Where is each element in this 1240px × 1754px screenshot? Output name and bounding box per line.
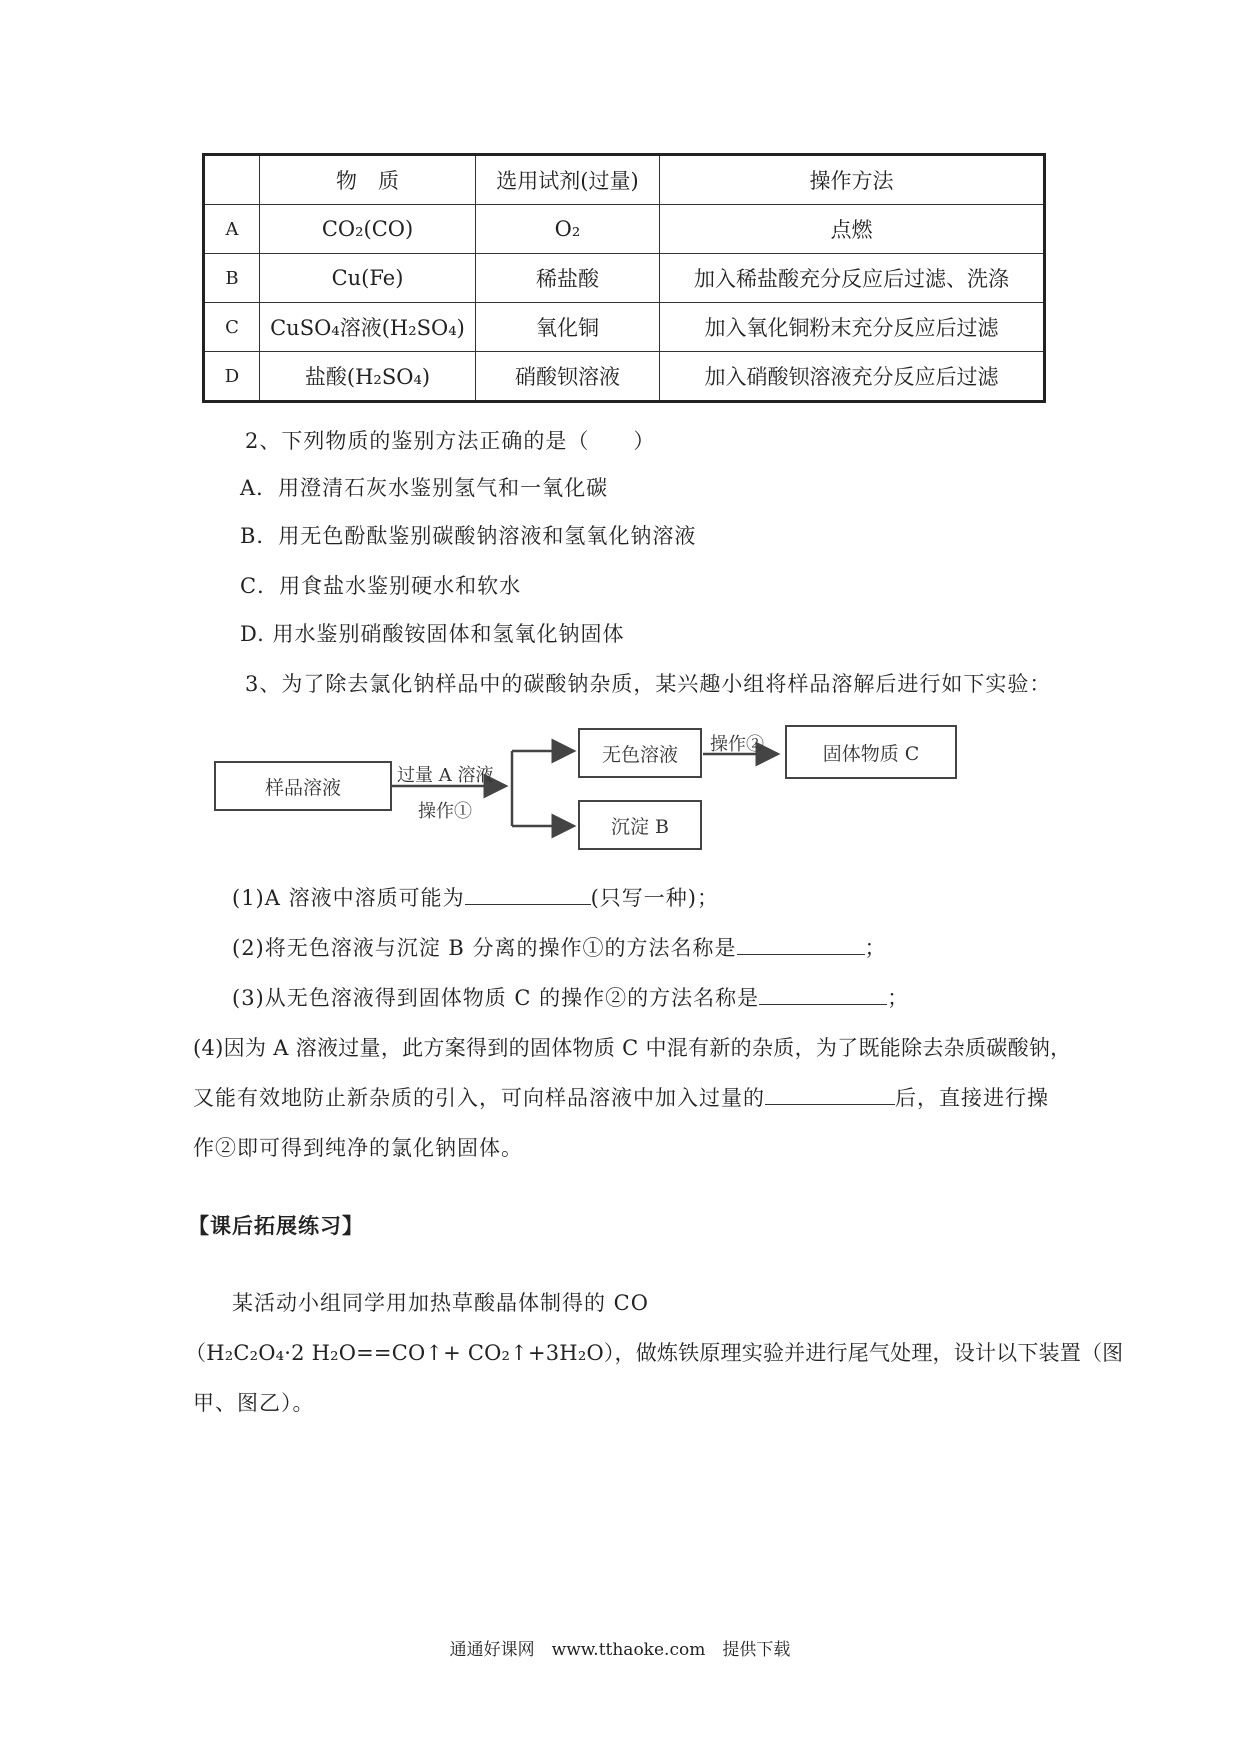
table-cell: 加入稀盐酸充分反应后过滤、洗涤 <box>660 254 1045 303</box>
table-row <box>204 205 1045 254</box>
arrow-1-bottom-label: 操作① <box>418 801 472 822</box>
sub-question-4-line-2 <box>193 1082 1049 1112</box>
table-header-cell: 选用试剂(过量) <box>476 155 660 205</box>
sub-question-1 <box>232 882 719 912</box>
table-cell: CO₂(CO) <box>260 205 476 254</box>
sub-question-3 <box>232 982 909 1012</box>
table-cell: C <box>204 303 260 352</box>
answer-blank-2[interactable] <box>737 932 865 955</box>
sub-question-2-text: (2)将无色溶液与沉淀 B 分离的操作①的方法名称是 <box>232 936 737 960</box>
table-cell: B <box>204 254 260 303</box>
table-row <box>204 352 1045 402</box>
sub-question-1-text: (1)A 溶液中溶质可能为 <box>232 886 465 910</box>
precipitate-b-box: 沉淀 B <box>578 800 702 850</box>
table-cell: O₂ <box>476 205 660 254</box>
question-3-stem: 3、为了除去氯化钠样品中的碳酸钠杂质，某兴趣小组将样品溶解后进行如下实验： <box>245 672 1052 696</box>
sub-question-2 <box>232 932 887 962</box>
table-cell: CuSO₄溶液(H₂SO₄) <box>260 303 476 352</box>
table-row <box>204 303 1045 352</box>
arrow-1-top-label: 过量 A 溶液 <box>397 765 494 786</box>
section-paragraph-1: 某活动小组同学用加热草酸晶体制得的 CO <box>232 1291 649 1315</box>
question-2-option-b: B．用无色酚酞鉴别碳酸钠溶液和氢氧化钠溶液 <box>240 524 697 548</box>
answer-blank-1[interactable] <box>465 882 591 905</box>
sample-solution-box: 样品溶液 <box>214 761 392 811</box>
table-cell: D <box>204 352 260 402</box>
sub-question-4-line-1: (4)因为 A 溶液过量，此方案得到的固体物质 C 中混有新的杂质，为了既能除去杂质碳酸钠， <box>193 1036 1072 1060</box>
table-cell: 盐酸(H₂SO₄) <box>260 352 476 402</box>
table-cell: 加入硝酸钡溶液充分反应后过滤 <box>660 352 1045 402</box>
colorless-solution-box: 无色溶液 <box>578 728 702 778</box>
table-row <box>204 254 1045 303</box>
table-header-cell <box>204 155 260 205</box>
table-header-row <box>204 155 1045 205</box>
section-paragraph-2: （H₂C₂O₄·2 H₂O==CO↑+ CO₂↑+3H₂O），做炼铁原理实验并进行尾气处理，设计以下装置（图 <box>185 1341 1124 1365</box>
answer-blank-4[interactable] <box>765 1082 895 1105</box>
sub-question-1-suffix: (只写一种)； <box>590 886 719 910</box>
table-cell: A <box>204 205 260 254</box>
table-cell: 加入氧化铜粉末充分反应后过滤 <box>660 303 1045 352</box>
question-2-stem: 2、下列物质的鉴别方法正确的是（ ） <box>245 429 656 453</box>
section-heading: 【课后拓展练习】 <box>188 1213 364 1238</box>
reagent-table <box>202 153 1046 403</box>
arrow-2-label: 操作② <box>710 734 764 755</box>
sub-question-4-text: 又能有效地防止新杂质的引入，可向样品溶液中加入过量的 <box>193 1086 765 1110</box>
question-2-option-d: D. 用水鉴别硝酸铵固体和氢氧化钠固体 <box>240 622 625 646</box>
sub-question-3-suffix: ； <box>887 986 910 1010</box>
table-cell: 硝酸钡溶液 <box>476 352 660 402</box>
table-header-cell: 操作方法 <box>660 155 1045 205</box>
table-header-cell: 物 质 <box>260 155 476 205</box>
sub-question-4-line-3: 作②即可得到纯净的氯化钠固体。 <box>193 1136 523 1160</box>
footer: 通通好课网 www.tthaoke.com 提供下载 <box>449 1640 791 1660</box>
answer-blank-3[interactable] <box>759 982 887 1005</box>
sub-question-4-suffix: 后，直接进行操 <box>895 1086 1049 1110</box>
section-paragraph-3: 甲、图乙）。 <box>193 1391 315 1415</box>
table-cell: 稀盐酸 <box>476 254 660 303</box>
question-2-option-c: C．用食盐水鉴别硬水和软水 <box>240 574 522 598</box>
table-cell: 点燃 <box>660 205 1045 254</box>
sub-question-2-suffix: ； <box>864 936 887 960</box>
solid-c-box: 固体物质 C <box>785 725 957 779</box>
sub-question-3-text: (3)从无色溶液得到固体物质 C 的操作②的方法名称是 <box>232 986 760 1010</box>
question-2-option-a: A．用澄清石灰水鉴别氢气和一氧化碳 <box>240 476 609 500</box>
table-cell: 氧化铜 <box>476 303 660 352</box>
table-cell: Cu(Fe) <box>260 254 476 303</box>
